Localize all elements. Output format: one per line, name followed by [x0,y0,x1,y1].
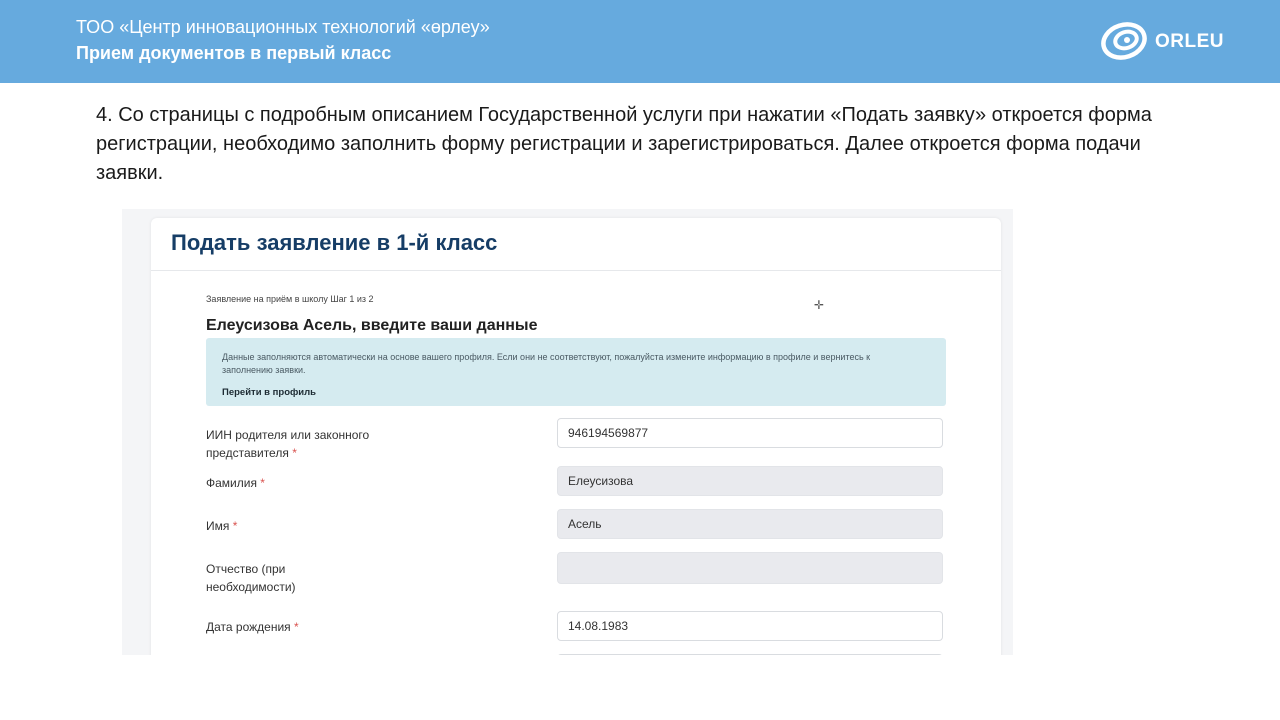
surname-label-text: Фамилия [206,476,257,490]
name-label [206,517,237,535]
step-indicator: Заявление на приём в школу Шаг 1 из 2 [206,294,374,304]
orleu-logo [1100,20,1225,62]
card-header [151,218,1001,271]
instruction-text: 4. Со страницы с подробным описанием Государственной услуги при нажатии «Подать заявку» откроется форма регистрации, необходимо заполнить форму регистрации и зарегистрироваться. Далее откроется форма подачи заявки. [96,104,1152,184]
cursor-crosshair-icon: ✛ [814,298,825,312]
patronymic-label-text: Отчество (при необходимости) [206,562,296,594]
profile-link[interactable]: Перейти в профиль [222,387,317,398]
birthdate-label-text: Дата рождения [206,620,291,634]
embedded-screenshot [122,209,1013,655]
logo-text: ORLEU [1155,31,1224,52]
iin-input[interactable]: 946194569877 [557,418,943,448]
alert-text: Данные заполняются автоматически на основе вашего профиля. Если они не соответствуют, пожалуйста измените информацию в профиле и вернитесь к заполнению заявки. [222,352,871,375]
name-label-text: Имя [206,519,230,533]
patronymic-label [206,560,336,596]
required-mark: * [294,620,299,634]
birthdate-label [206,618,299,636]
required-mark: * [292,446,297,460]
organization-title: ТОО «Центр инновационных технологий «өрлеу» [76,17,490,37]
next-field-input[interactable] [557,654,943,655]
required-mark: * [260,476,265,490]
name-input[interactable]: Асель [557,509,943,539]
form-title: Подать заявление в 1-й класс [171,230,498,255]
surname-label [206,474,265,492]
iin-label [206,426,396,462]
form-heading: Елеусизова Асель, введите ваши данные [206,317,538,334]
surname-input[interactable]: Елеусизова [557,466,943,496]
presentation-subtitle: Прием документов в первый класс [76,43,392,63]
info-alert [206,338,946,406]
header-banner [0,0,1280,83]
application-form-card [151,218,1001,655]
birthdate-input[interactable]: 14.08.1983 [557,611,943,641]
patronymic-input[interactable] [557,552,943,584]
iin-label-text: ИИН родителя или законного представителя [206,428,370,460]
orleu-swirl-icon [1100,20,1150,62]
required-mark: * [232,519,238,533]
